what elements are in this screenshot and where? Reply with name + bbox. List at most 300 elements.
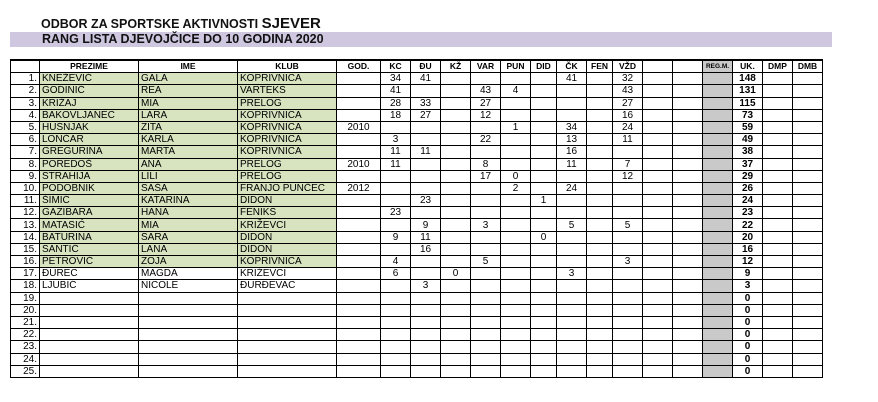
year-cell (337, 304, 381, 316)
year-cell (337, 134, 381, 146)
empty-cell (673, 219, 703, 231)
reg-cell (703, 121, 733, 133)
surname-cell: GODINIĆ (40, 85, 139, 97)
empty-cell (673, 316, 703, 328)
empty-cell (643, 268, 673, 280)
score-cell-kc: 28 (381, 97, 411, 109)
total-cell: 115 (733, 97, 763, 109)
table-row (11, 219, 823, 231)
surname-cell: LONČAR (40, 134, 139, 146)
year-cell (337, 353, 381, 365)
column-header: KŽ (441, 60, 471, 73)
dmp-cell (763, 158, 793, 170)
score-cell-did (531, 182, 557, 194)
empty-cell (673, 121, 703, 133)
score-cell-du (411, 365, 441, 377)
score-cell-vzd (613, 207, 643, 219)
club-cell (238, 292, 337, 304)
total-cell: 29 (733, 170, 763, 182)
rank-cell: 17. (11, 268, 40, 280)
dmp-cell (763, 146, 793, 158)
score-cell-du (411, 304, 441, 316)
score-cell-var: 27 (471, 97, 501, 109)
score-cell-pun (501, 207, 531, 219)
table-row (11, 85, 823, 97)
empty-cell (643, 134, 673, 146)
reg-cell (703, 280, 733, 292)
score-cell-did: 1 (531, 195, 557, 207)
reg-cell (703, 243, 733, 255)
dmp-cell (763, 219, 793, 231)
score-cell-kc: 3 (381, 134, 411, 146)
firstname-cell: ANA (139, 158, 238, 170)
dmb-cell (793, 134, 823, 146)
club-cell: PRELOG (238, 170, 337, 182)
empty-cell (643, 97, 673, 109)
subtitle-text: RANG LISTA DJEVOJČICE DO 10 GODINA 2020 (42, 32, 324, 46)
score-cell-kz (441, 365, 471, 377)
table-row (11, 158, 823, 170)
club-cell: DIDON (238, 195, 337, 207)
score-cell-kc: 9 (381, 231, 411, 243)
table-row (11, 109, 823, 121)
score-cell-did (531, 268, 557, 280)
score-cell-did (531, 316, 557, 328)
surname-cell: STRAHIJA (40, 170, 139, 182)
score-cell-ck (557, 256, 587, 268)
empty-cell (673, 280, 703, 292)
reg-cell (703, 268, 733, 280)
surname-cell: MATASIĆ (40, 219, 139, 231)
empty-cell (673, 243, 703, 255)
empty-cell (673, 207, 703, 219)
rank-cell: 19. (11, 292, 40, 304)
score-cell-kz (441, 109, 471, 121)
score-cell-kz (441, 256, 471, 268)
firstname-cell: SAŠA (139, 182, 238, 194)
empty-cell (643, 146, 673, 158)
firstname-cell: LILI (139, 170, 238, 182)
score-cell-du: 11 (411, 146, 441, 158)
score-cell-pun (501, 280, 531, 292)
score-cell-fen (587, 365, 613, 377)
score-cell-vzd: 24 (613, 121, 643, 133)
dmb-cell (793, 292, 823, 304)
surname-cell: PETROVIĆ (40, 256, 139, 268)
score-cell-did (531, 207, 557, 219)
empty-cell (643, 109, 673, 121)
dmb-cell (793, 109, 823, 121)
score-cell-ck (557, 329, 587, 341)
score-cell-du (411, 182, 441, 194)
rank-cell: 8. (11, 158, 40, 170)
dmb-cell (793, 207, 823, 219)
rank-cell: 25. (11, 365, 40, 377)
surname-cell: KNEŽEVIĆ (40, 73, 139, 85)
score-cell-fen (587, 316, 613, 328)
score-cell-ck: 24 (557, 182, 587, 194)
score-cell-fen (587, 329, 613, 341)
rank-cell: 2. (11, 85, 40, 97)
empty-cell (673, 134, 703, 146)
dmb-cell (793, 219, 823, 231)
reg-cell (703, 207, 733, 219)
firstname-cell: MAGDA (139, 268, 238, 280)
score-cell-fen (587, 182, 613, 194)
dmp-cell (763, 243, 793, 255)
score-cell-ck (557, 280, 587, 292)
score-cell-var (471, 121, 501, 133)
score-cell-did (531, 121, 557, 133)
total-cell: 16 (733, 243, 763, 255)
table-row (11, 292, 823, 304)
score-cell-kc: 23 (381, 207, 411, 219)
score-cell-du (411, 268, 441, 280)
surname-cell (40, 292, 139, 304)
score-cell-var (471, 146, 501, 158)
firstname-cell: MIA (139, 97, 238, 109)
table-row (11, 353, 823, 365)
score-cell-kz (441, 219, 471, 231)
score-cell-var: 43 (471, 85, 501, 97)
score-cell-vzd (613, 243, 643, 255)
empty-cell (673, 97, 703, 109)
score-cell-vzd (613, 365, 643, 377)
dmp-cell (763, 73, 793, 85)
score-cell-did (531, 365, 557, 377)
firstname-cell: REA (139, 85, 238, 97)
score-cell-du (411, 341, 441, 353)
table-row (11, 231, 823, 243)
ranking-table (10, 59, 823, 378)
total-cell: 0 (733, 341, 763, 353)
score-cell-vzd: 3 (613, 256, 643, 268)
table-row (11, 280, 823, 292)
score-cell-var (471, 341, 501, 353)
score-cell-pun (501, 365, 531, 377)
score-cell-kc (381, 353, 411, 365)
surname-cell: GREGURINA (40, 146, 139, 158)
club-cell: PRELOG (238, 97, 337, 109)
reg-cell (703, 365, 733, 377)
club-cell (238, 316, 337, 328)
score-cell-pun: 1 (501, 121, 531, 133)
score-cell-vzd (613, 195, 643, 207)
empty-cell (643, 304, 673, 316)
club-cell: FRANJO PUNČEC (238, 182, 337, 194)
empty-cell (673, 146, 703, 158)
rank-cell: 18. (11, 280, 40, 292)
score-cell-kz (441, 97, 471, 109)
column-header: REG.M. (703, 60, 733, 73)
score-cell-fen (587, 109, 613, 121)
column-header (11, 60, 40, 73)
total-cell: 12 (733, 256, 763, 268)
score-cell-kz (441, 353, 471, 365)
club-cell: ĐURĐEVAC (238, 280, 337, 292)
dmb-cell (793, 231, 823, 243)
surname-cell: ŠIMIĆ (40, 195, 139, 207)
column-header: GOD. (337, 60, 381, 73)
reg-cell (703, 134, 733, 146)
firstname-cell (139, 292, 238, 304)
rank-cell: 4. (11, 109, 40, 121)
score-cell-kz (441, 158, 471, 170)
score-cell-var: 12 (471, 109, 501, 121)
dmp-cell (763, 341, 793, 353)
firstname-cell: LANA (139, 243, 238, 255)
score-cell-pun (501, 109, 531, 121)
table-row (11, 195, 823, 207)
column-header: IME (139, 60, 238, 73)
empty-cell (673, 182, 703, 194)
column-header: PUN (501, 60, 531, 73)
reg-cell (703, 146, 733, 158)
score-cell-fen (587, 304, 613, 316)
column-header: VŽD (613, 60, 643, 73)
score-cell-var: 3 (471, 219, 501, 231)
reg-cell (703, 341, 733, 353)
empty-cell (673, 109, 703, 121)
score-cell-kz (441, 316, 471, 328)
score-cell-kz (441, 280, 471, 292)
club-cell: KOPRIVNICA (238, 73, 337, 85)
table-row (11, 134, 823, 146)
score-cell-kz (441, 341, 471, 353)
score-cell-vzd (613, 292, 643, 304)
score-cell-kz (441, 329, 471, 341)
surname-cell (40, 365, 139, 377)
score-cell-var (471, 182, 501, 194)
score-cell-pun (501, 134, 531, 146)
column-header: DMP (763, 60, 793, 73)
score-cell-pun (501, 341, 531, 353)
score-cell-ck (557, 109, 587, 121)
score-cell-fen (587, 158, 613, 170)
total-cell: 37 (733, 158, 763, 170)
empty-cell (643, 256, 673, 268)
score-cell-fen (587, 195, 613, 207)
club-cell: FENIKS (238, 207, 337, 219)
empty-cell (643, 85, 673, 97)
score-cell-kc (381, 243, 411, 255)
score-cell-du: 33 (411, 97, 441, 109)
empty-cell (673, 304, 703, 316)
club-cell: KOPRIVNICA (238, 146, 337, 158)
empty-cell (643, 341, 673, 353)
empty-cell (673, 365, 703, 377)
score-cell-did (531, 292, 557, 304)
score-cell-ck (557, 353, 587, 365)
rank-cell: 11. (11, 195, 40, 207)
reg-cell (703, 316, 733, 328)
surname-cell: ĐUREC (40, 268, 139, 280)
column-header: KC (381, 60, 411, 73)
empty-cell (673, 170, 703, 182)
score-cell-vzd (613, 268, 643, 280)
score-cell-did (531, 158, 557, 170)
score-cell-du: 27 (411, 109, 441, 121)
score-cell-ck (557, 341, 587, 353)
score-cell-did (531, 134, 557, 146)
score-cell-kc (381, 341, 411, 353)
surname-cell (40, 304, 139, 316)
score-cell-var (471, 353, 501, 365)
score-cell-fen (587, 219, 613, 231)
score-cell-fen (587, 134, 613, 146)
score-cell-kc (381, 182, 411, 194)
dmb-cell (793, 85, 823, 97)
score-cell-fen (587, 353, 613, 365)
reg-cell (703, 97, 733, 109)
score-cell-vzd: 7 (613, 158, 643, 170)
score-cell-vzd: 32 (613, 73, 643, 85)
score-cell-ck (557, 97, 587, 109)
empty-cell (643, 243, 673, 255)
score-cell-fen (587, 268, 613, 280)
club-cell (238, 304, 337, 316)
table-row (11, 73, 823, 85)
reg-cell (703, 182, 733, 194)
dmb-cell (793, 146, 823, 158)
dmp-cell (763, 207, 793, 219)
score-cell-du (411, 292, 441, 304)
score-cell-pun (501, 329, 531, 341)
score-cell-ck (557, 316, 587, 328)
dmb-cell (793, 304, 823, 316)
rank-cell: 6. (11, 134, 40, 146)
score-cell-kc: 11 (381, 146, 411, 158)
score-cell-du: 11 (411, 231, 441, 243)
dmb-cell (793, 329, 823, 341)
reg-cell (703, 109, 733, 121)
subtitle-band (10, 32, 832, 47)
dmp-cell (763, 231, 793, 243)
score-cell-var (471, 316, 501, 328)
surname-cell (40, 353, 139, 365)
firstname-cell: GALA (139, 73, 238, 85)
score-cell-kz (441, 243, 471, 255)
score-cell-pun (501, 146, 531, 158)
dmb-cell (793, 121, 823, 133)
table-row (11, 365, 823, 377)
score-cell-pun (501, 243, 531, 255)
empty-cell (673, 195, 703, 207)
reg-cell (703, 231, 733, 243)
score-cell-ck (557, 365, 587, 377)
table-row (11, 268, 823, 280)
score-cell-fen (587, 243, 613, 255)
empty-cell (673, 256, 703, 268)
reg-cell (703, 219, 733, 231)
club-cell: KOPRIVNICA (238, 121, 337, 133)
surname-cell: PODOBNIK (40, 182, 139, 194)
dmp-cell (763, 134, 793, 146)
score-cell-kz (441, 85, 471, 97)
score-cell-du: 23 (411, 195, 441, 207)
total-cell: 22 (733, 219, 763, 231)
score-cell-fen (587, 85, 613, 97)
score-cell-kz: 0 (441, 268, 471, 280)
empty-cell (673, 231, 703, 243)
rank-cell: 12. (11, 207, 40, 219)
empty-cell (643, 195, 673, 207)
score-cell-fen (587, 341, 613, 353)
dmp-cell (763, 182, 793, 194)
score-cell-pun (501, 268, 531, 280)
score-cell-kz (441, 134, 471, 146)
score-cell-ck: 34 (557, 121, 587, 133)
total-cell: 49 (733, 134, 763, 146)
surname-cell: GAZIBARA (40, 207, 139, 219)
firstname-cell: HANA (139, 207, 238, 219)
surname-cell: SANTIĆ (40, 243, 139, 255)
score-cell-did (531, 219, 557, 231)
dmp-cell (763, 109, 793, 121)
empty-cell (673, 158, 703, 170)
empty-cell (673, 341, 703, 353)
empty-cell (643, 292, 673, 304)
club-cell (238, 365, 337, 377)
empty-cell (673, 353, 703, 365)
empty-cell (673, 73, 703, 85)
score-cell-kz (441, 170, 471, 182)
year-cell: 2010 (337, 121, 381, 133)
score-cell-vzd (613, 341, 643, 353)
score-cell-fen (587, 256, 613, 268)
score-cell-ck: 3 (557, 268, 587, 280)
table-row (11, 316, 823, 328)
table-body (11, 73, 823, 378)
score-cell-var (471, 207, 501, 219)
score-cell-ck (557, 195, 587, 207)
score-cell-ck (557, 292, 587, 304)
year-cell (337, 85, 381, 97)
empty-cell (643, 158, 673, 170)
reg-cell (703, 73, 733, 85)
score-cell-kz (441, 195, 471, 207)
score-cell-fen (587, 121, 613, 133)
empty-cell (643, 170, 673, 182)
year-cell (337, 97, 381, 109)
rank-cell: 3. (11, 97, 40, 109)
score-cell-pun (501, 316, 531, 328)
empty-cell (643, 182, 673, 194)
surname-cell (40, 329, 139, 341)
year-cell (337, 292, 381, 304)
score-cell-ck (557, 231, 587, 243)
club-cell (238, 341, 337, 353)
club-cell: KRIŽEVCI (238, 268, 337, 280)
score-cell-did (531, 109, 557, 121)
firstname-cell (139, 365, 238, 377)
score-cell-kz (441, 146, 471, 158)
score-cell-vzd (613, 182, 643, 194)
surname-cell (40, 341, 139, 353)
firstname-cell: LARA (139, 109, 238, 121)
score-cell-vzd (613, 280, 643, 292)
rank-cell: 20. (11, 304, 40, 316)
score-cell-fen (587, 207, 613, 219)
score-cell-du (411, 121, 441, 133)
score-cell-pun (501, 256, 531, 268)
score-cell-kc (381, 365, 411, 377)
firstname-cell (139, 304, 238, 316)
surname-cell: LJUBIĆ (40, 280, 139, 292)
table-row (11, 304, 823, 316)
score-cell-var (471, 231, 501, 243)
score-cell-did (531, 329, 557, 341)
